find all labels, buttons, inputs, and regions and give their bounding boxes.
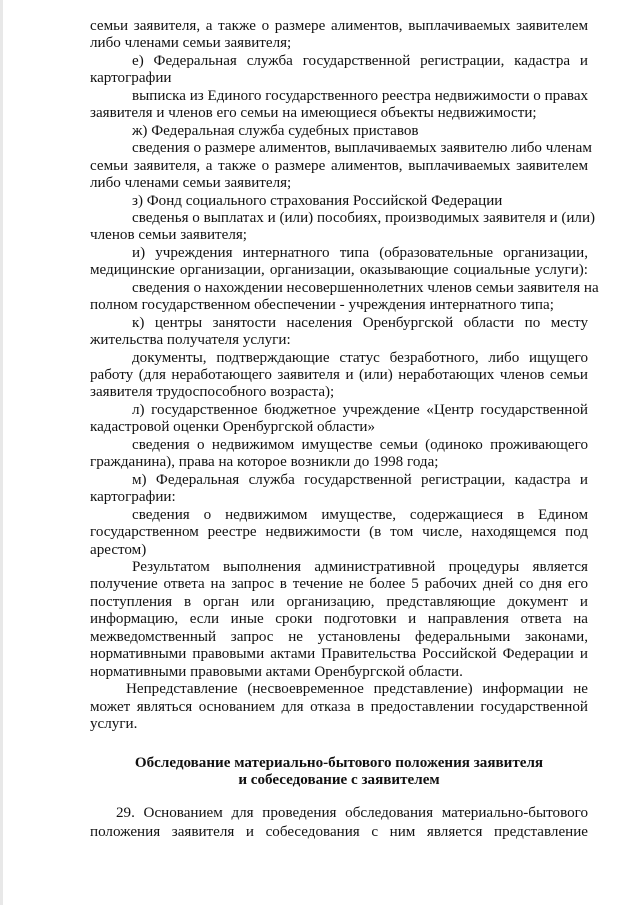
text-line: членов семьи заявителя; xyxy=(90,227,247,244)
text-line: л) государственное бюджетное учреждение «Центр государственной xyxy=(132,401,588,418)
text-line: Непредставление (несвоевременное представление) информации не xyxy=(126,681,588,698)
text-line: информацию, если иные сроки подготовки и направления ответа на xyxy=(90,611,588,628)
text-line: з) Фонд социального страхования Российской Федерации xyxy=(132,192,503,209)
text-line: к) центры занятости населения Оренбургской области по месту xyxy=(132,314,588,331)
section-title-line-1: Обследование материально-бытового положения заявителя xyxy=(134,755,544,771)
text-line: межведомственный запрос не установлены федеральными законами, xyxy=(90,628,588,645)
text-line: может являться основанием для отказа в предоставлении государственной xyxy=(90,698,588,715)
text-line: сведения о нахождении несовершеннолетних членов семьи заявителя на xyxy=(132,279,599,296)
text-line: сведения о недвижимом имуществе, содержащиеся в Едином xyxy=(132,506,588,523)
text-line: документы, подтверждающие статус безработного, либо ищущего xyxy=(132,349,588,366)
text-line: поступления в орган или организацию, представляющие документ и xyxy=(90,593,588,610)
text-line: услуги. xyxy=(90,716,138,732)
text-line: выписка из Единого государственного реестра недвижимости о правах xyxy=(132,87,589,104)
text-line: нормативными правовыми актами Правительства Российской Федерации и xyxy=(90,646,588,663)
text-line: картографии xyxy=(90,70,172,87)
text-line: положения заявителя и собеседования с ним является представление xyxy=(90,824,588,840)
text-line: Результатом выполнения административной процедуры является xyxy=(132,558,588,575)
text-line: гражданина), права на которое возникли до 1998 года; xyxy=(90,454,439,471)
scan-edge xyxy=(0,0,3,905)
text-line: полном государственном обеспечении - учреждения интернатного типа; xyxy=(90,297,554,314)
section-title-line-2: и собеседование с заявителем xyxy=(238,772,440,788)
text-line: заявителя трудоспособного возраста); xyxy=(90,384,335,401)
text-line: м) Федеральная служба государственной регистрации, кадастра и xyxy=(132,471,588,488)
text-line: государственном реестре недвижимости (в том числе, находящемся под xyxy=(90,524,588,541)
text-line: е) Федеральная служба государственной регистрации, кадастра и xyxy=(132,52,588,69)
text-line: медицинские организации, организации, оказывающие социальные услуги): xyxy=(90,262,588,279)
text-line: сведения о размере алиментов, выплачиваемых заявителю либо членам xyxy=(132,140,592,157)
text-line: либо членами семьи заявителя; xyxy=(90,35,292,52)
text-line: работу (для неработающего заявителя и (или) неработающих членов семьи xyxy=(90,367,588,383)
text-line: заявителя и членов его семьи на имеющиеся объекты недвижимости; xyxy=(90,105,537,122)
text-line: жительства получателя услуги: xyxy=(90,332,291,349)
text-line: сведения о недвижимом имуществе семьи (одиноко проживающего xyxy=(132,436,588,453)
text-line: либо членами семьи заявителя; xyxy=(90,175,292,192)
text-line: ж) Федеральная служба судебных приставов xyxy=(132,122,419,139)
text-line: картографии: xyxy=(90,489,176,506)
text-line: 29. Основанием для проведения обследования материально-бытового xyxy=(116,805,588,821)
text-line: семьи заявителя, а также о размере алиментов, выплачиваемых заявителем xyxy=(90,157,588,174)
text-line: нормативными правовыми актами Оренбургской области. xyxy=(90,663,463,680)
text-line: семьи заявителя, а также о размере алиментов, выплачиваемых заявителем xyxy=(90,18,588,34)
text-line: получение ответа на запрос в течение не более 5 рабочих дней со дня его xyxy=(90,576,588,593)
text-line: арестом) xyxy=(90,541,147,558)
text-line: и) учреждения интернатного типа (образовательные организации, xyxy=(132,244,588,261)
text-line: сведенья о выплатах и (или) пособиях, производимых заявителя и (или) xyxy=(132,209,596,226)
text-line: кадастровой оценки Оренбургской области» xyxy=(90,419,376,436)
